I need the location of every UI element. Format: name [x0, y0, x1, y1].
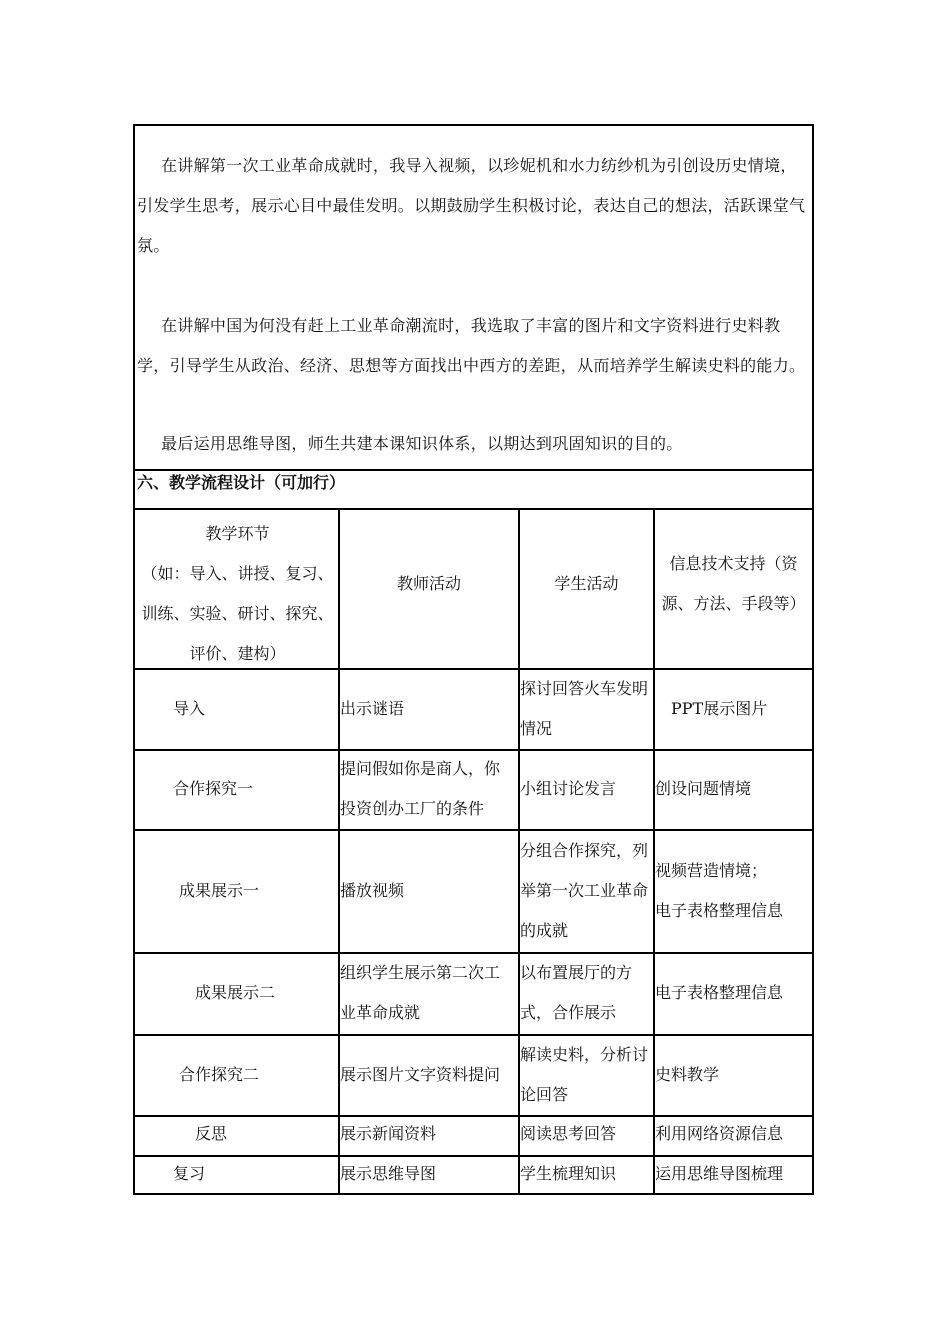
- row-tech-support: [655, 769, 812, 809]
- section-heading: 六、教学流程设计（可加行）: [137, 473, 346, 492]
- row-divider: [135, 829, 812, 831]
- header-tech-line: 信息技术支持（资: [669, 554, 798, 573]
- row-teacher-activity: [340, 1163, 518, 1184]
- row-teacher-activity: [340, 749, 518, 829]
- header-teacher-line: 教师活动: [396, 574, 461, 593]
- row-student-activity-line: 小组讨论发言: [520, 779, 617, 798]
- header-tech-line: 源、方法、手段等）: [661, 594, 806, 613]
- row-stage-line: 复习: [173, 1164, 206, 1183]
- row-tech-support: [655, 973, 812, 1013]
- row-tech-support: [655, 1055, 812, 1095]
- row-stage-line: 合作探究二: [179, 1064, 260, 1084]
- row-stage: [137, 880, 338, 901]
- row-teacher-activity-line: 展示思维导图: [340, 1164, 437, 1183]
- row-divider: [135, 1034, 812, 1036]
- row-student-activity: [520, 1035, 653, 1115]
- row-student-activity-line: 解读史料，分析讨: [520, 1044, 649, 1064]
- row-teacher-activity-line: 组织学生展示第二次工: [340, 963, 501, 982]
- row-student-activity: [520, 953, 653, 1033]
- intro-paragraph-2: 在讲解中国为何没有赶上工业革命潮流时，我选取了丰富的图片和文字资料进行史料教学，引导学生从政治、经济、思想等方面找出中西方的差距，从而培养学生解读史料的能力。: [137, 316, 806, 375]
- row-stage-line: 导入: [173, 698, 206, 718]
- intro-paragraph-3: 最后运用思维导图，师生共建本课知识体系，以期达到巩固知识的目的。: [161, 434, 683, 453]
- row-tech-support-line: 电子表格整理信息: [655, 900, 784, 920]
- intro-paragraph-1: 在讲解第一次工业革命成就时，我导入视频，以珍妮机和水力纺纱机为引创设历史情境，引发学生思考，展示心目中最佳发明。以期鼓励学生积极讨论，表达自己的想法，活跃课堂气氛。: [137, 156, 806, 255]
- header-stage-line: 训练、实验、研讨、探究、: [141, 604, 334, 623]
- row-student-activity-line: 举第一次工业革命: [520, 880, 649, 900]
- row-teacher-activity: [340, 689, 518, 729]
- row-student-activity: [520, 831, 653, 951]
- row-stage: [137, 982, 338, 1003]
- row-tech-support: [655, 851, 812, 931]
- row-teacher-activity-line: 展示新闻资料: [340, 1124, 437, 1143]
- header-tech: [655, 544, 812, 624]
- lesson-plan-document: [133, 124, 814, 1195]
- row-student-activity-line: 以布置展厅的方: [520, 963, 633, 982]
- row-teacher-activity-line: 展示图片文字资料提问: [340, 1064, 501, 1084]
- row-student-activity-line: 式，合作展示: [520, 1003, 617, 1022]
- header-stage-line: （如：导入、讲授、复习、: [141, 564, 334, 583]
- row-tech-support-line: 史料教学: [655, 1064, 720, 1084]
- row-stage: [137, 1163, 338, 1184]
- row-student-activity: [520, 769, 653, 809]
- row-teacher-activity-line: 播放视频: [340, 880, 405, 900]
- row-stage: [137, 698, 338, 719]
- row-stage-line: 合作探究一: [173, 779, 254, 798]
- row-teacher-activity-line: 出示谜语: [340, 698, 405, 718]
- row-stage-line: 成果展示一: [179, 880, 260, 900]
- header-stage-line: 教学环节: [205, 524, 270, 543]
- header-stage: [137, 514, 338, 674]
- row-tech-support-line: 电子表格整理信息: [655, 983, 784, 1002]
- header-teacher: [340, 573, 518, 594]
- header-student-line: 学生活动: [554, 574, 619, 593]
- header-student: [520, 573, 653, 594]
- row-student-activity: [520, 669, 653, 749]
- row-stage-line: 成果展示二: [195, 983, 276, 1002]
- row-student-activity-line: 阅读思考回答: [520, 1124, 617, 1143]
- row-teacher-activity: [340, 953, 518, 1033]
- row-tech-support: [655, 689, 812, 729]
- row-teacher-activity: [340, 1055, 518, 1095]
- header-stage-line: 评价、建构）: [189, 644, 286, 663]
- row-stage: [137, 778, 338, 799]
- divider: [135, 508, 812, 510]
- row-student-activity-line: 学生梳理知识: [520, 1164, 617, 1183]
- row-teacher-activity: [340, 1123, 518, 1144]
- row-teacher-activity-line: 提问假如你是商人，你: [340, 759, 501, 778]
- row-student-activity: [520, 1163, 653, 1184]
- row-tech-support: [655, 1123, 812, 1144]
- row-tech-support: [655, 1163, 812, 1184]
- row-student-activity-line: 论回答: [520, 1084, 569, 1104]
- row-tech-support-line: 运用思维导图梳理: [655, 1164, 784, 1183]
- row-student-activity-line: 分组合作探究，列: [520, 840, 649, 860]
- row-student-activity-line: 的成就: [520, 920, 569, 940]
- row-teacher-activity-line: 业革命成就: [340, 1003, 421, 1022]
- row-stage-line: 反思: [195, 1124, 228, 1143]
- row-tech-support-line: 利用网络资源信息: [655, 1124, 784, 1143]
- row-tech-support-line: 视频营造情境；: [655, 860, 768, 880]
- row-teacher-activity: [340, 871, 518, 911]
- row-stage: [137, 1123, 338, 1144]
- row-stage: [137, 1064, 338, 1085]
- row-student-activity-line: 情况: [520, 718, 553, 738]
- row-teacher-activity-line: 投资创办工厂的条件: [340, 799, 485, 818]
- row-tech-support-line: 创设问题情境: [655, 779, 752, 798]
- row-divider: [135, 1115, 812, 1117]
- row-student-activity: [520, 1123, 653, 1144]
- row-divider: [135, 1155, 812, 1157]
- row-tech-support-line: PPT展示图片: [671, 698, 768, 718]
- row-student-activity-line: 探讨回答火车发明: [520, 678, 649, 698]
